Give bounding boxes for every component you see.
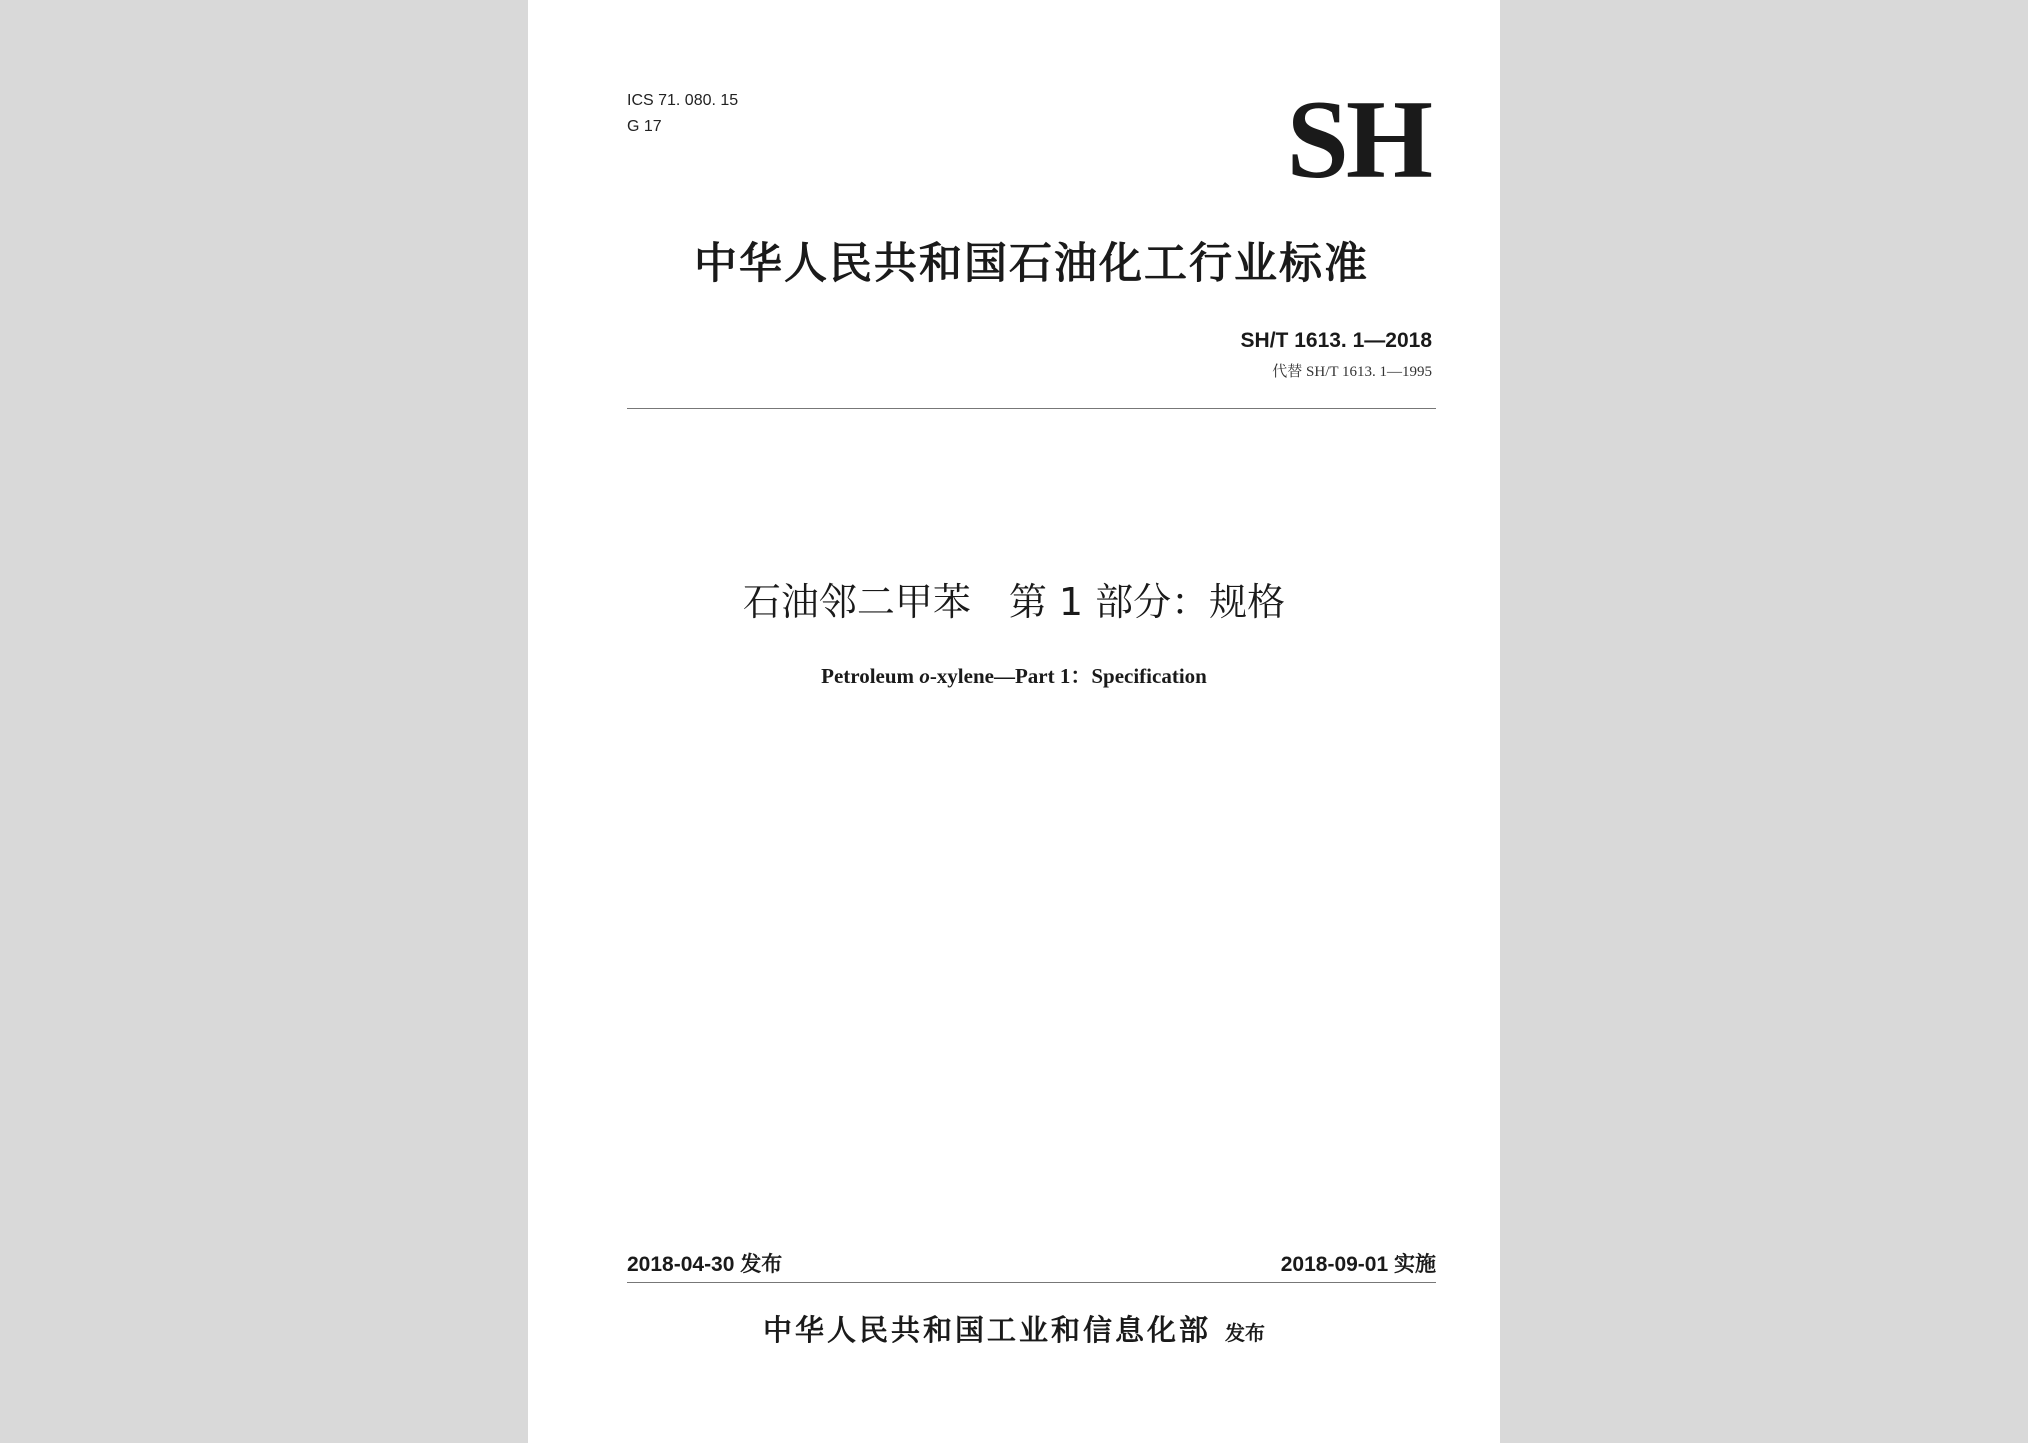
classification-codes: [627, 88, 738, 140]
document-title-english: [528, 662, 1500, 690]
publisher-name: 中华人民共和国工业和信息化部: [762, 1313, 1211, 1347]
industry-standard-title: 中华人民共和国石油化工行业标准: [694, 239, 1369, 289]
publisher-row: [528, 1310, 1500, 1353]
title-en-prefix: Petroleum: [821, 664, 920, 688]
standard-cover-page: [528, 0, 1500, 1443]
issue-date: 2018-04-30 发布: [627, 1253, 783, 1276]
implementation-date: 2018-09-01 实施: [1280, 1253, 1436, 1276]
publish-label: 发布: [1225, 1321, 1265, 1345]
standard-number: SH/T 1613. 1—2018: [1240, 329, 1432, 352]
replaces-standard: 代替 SH/T 1613. 1—1995: [1272, 364, 1432, 380]
title-en-italic: o: [919, 664, 930, 688]
sh-logo-mark: SH: [1286, 78, 1430, 202]
ccs-code: G 17: [627, 118, 662, 135]
date-row: [627, 1251, 1436, 1281]
top-divider: [627, 408, 1436, 409]
title-en-suffix: -xylene—Part 1：Specification: [929, 664, 1207, 688]
document-title-chinese: 石油邻二甲苯 第 1 部分：规格: [742, 580, 1286, 624]
bottom-divider: [627, 1282, 1436, 1283]
ics-code: ICS 71. 080. 15: [627, 92, 739, 109]
